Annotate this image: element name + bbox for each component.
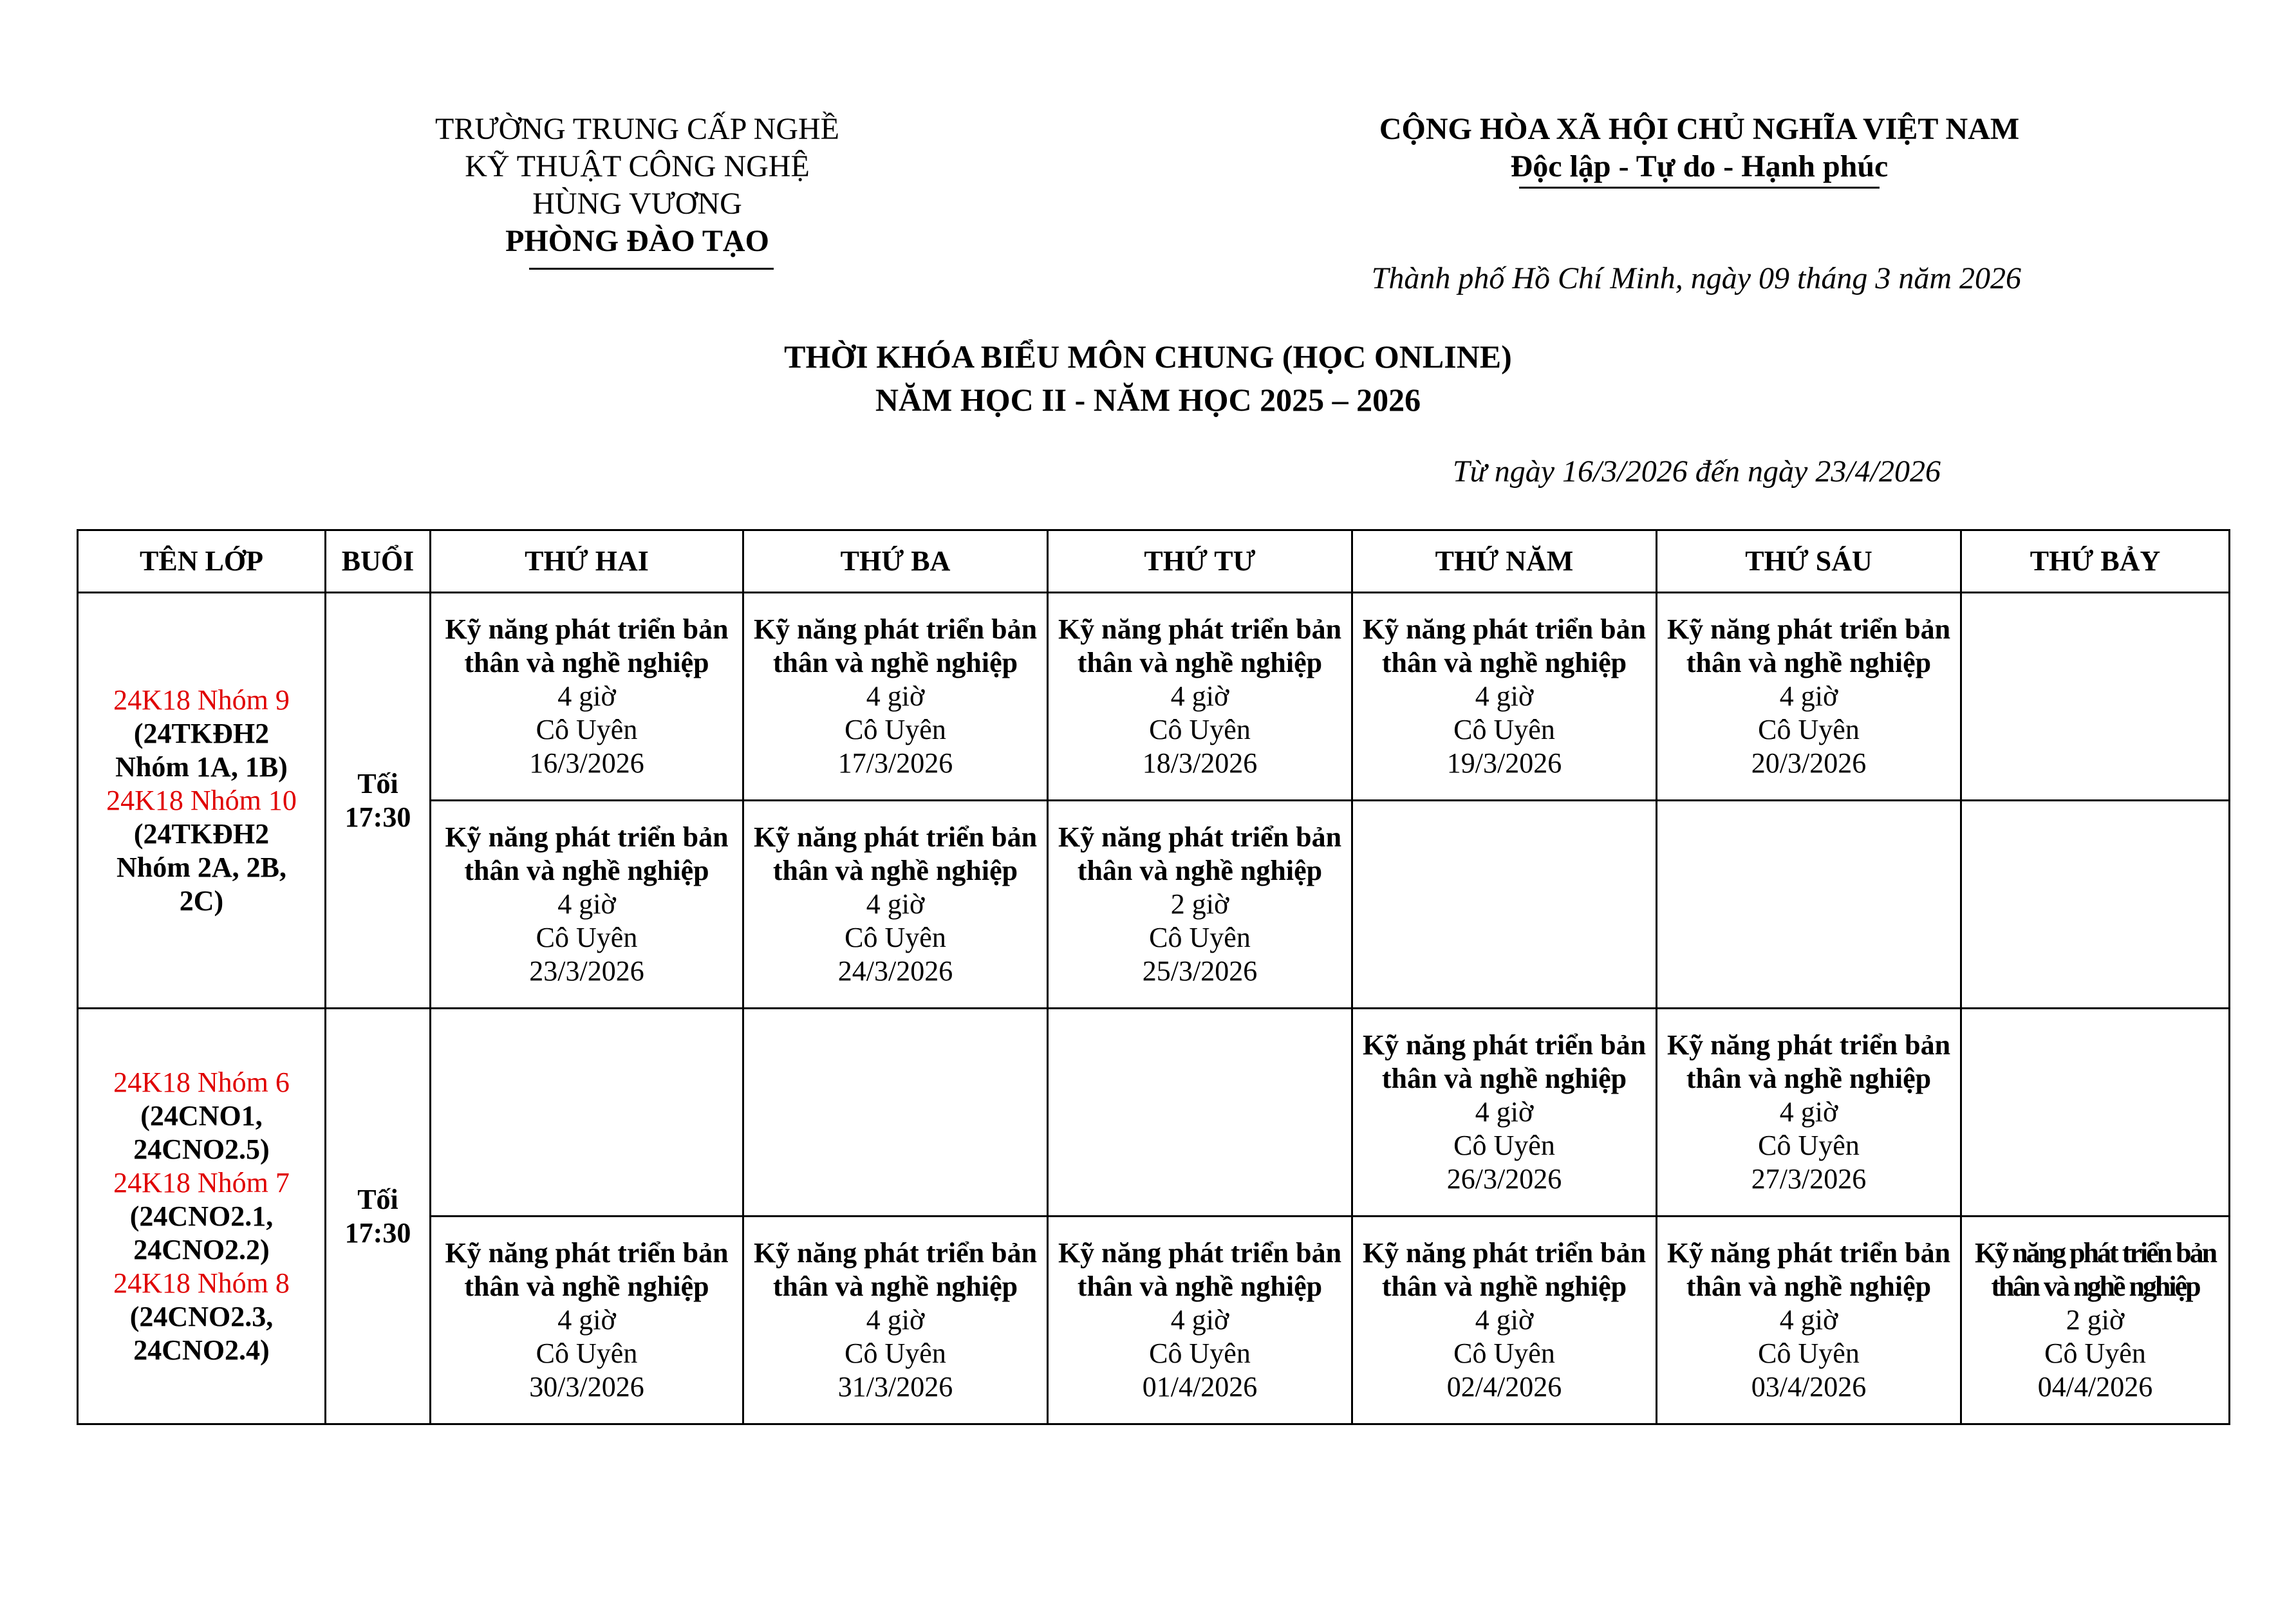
- lesson-hours: 4 giờ: [866, 1304, 925, 1336]
- class-name: 24K18 Nhóm 7: [113, 1166, 290, 1198]
- class-detail: (24TKĐH2: [133, 717, 270, 749]
- lesson-teacher: Cô Uyên: [1149, 922, 1251, 953]
- lesson-cell: [1961, 1217, 2230, 1424]
- lesson-hours: 4 giờ: [866, 888, 925, 920]
- lesson-date: 24/3/2026: [837, 955, 953, 987]
- lesson-teacher: Cô Uyên: [1149, 714, 1251, 745]
- subject-line: Kỹ năng phát triển bản: [445, 1237, 729, 1269]
- lesson-hours: 4 giờ: [1779, 680, 1838, 712]
- date-range: Từ ngày 16/3/2026 đến ngày 23/4/2026: [1452, 454, 1941, 489]
- lesson-teacher: Cô Uyên: [1758, 714, 1860, 745]
- subject-line: Kỹ năng phát triển bản: [1362, 613, 1647, 645]
- lesson-date: 25/3/2026: [1142, 955, 1258, 987]
- header-friday: THỨ SÁU: [1657, 530, 1961, 593]
- class-name: 24K18 Nhóm 10: [106, 784, 297, 816]
- header-monday: THỨ HAI: [431, 530, 743, 593]
- class-detail: (24TKĐH2: [133, 817, 270, 850]
- header-saturday: THỨ BẢY: [1961, 530, 2230, 593]
- lesson-hours: 4 giờ: [557, 680, 616, 712]
- lesson-teacher: Cô Uyên: [536, 1338, 638, 1369]
- class-detail: Nhóm 1A, 1B): [115, 751, 288, 783]
- lesson-date: 30/3/2026: [529, 1371, 644, 1403]
- lesson-teacher: Cô Uyên: [845, 1338, 946, 1369]
- lesson-date: 26/3/2026: [1446, 1163, 1562, 1195]
- lesson-teacher: Cô Uyên: [536, 922, 638, 953]
- lesson-cell: [1657, 1217, 1961, 1424]
- header-tuesday: THỨ BA: [743, 530, 1048, 593]
- empty-cell: [431, 1009, 743, 1217]
- lesson-hours: 4 giờ: [557, 888, 616, 920]
- lesson-date: 04/4/2026: [2037, 1371, 2153, 1403]
- subject-line: Kỹ năng phát triển bản: [1058, 613, 1342, 645]
- empty-cell: [1961, 593, 2230, 801]
- header-wednesday: THỨ TƯ: [1048, 530, 1352, 593]
- lesson-date: 17/3/2026: [837, 747, 953, 779]
- lesson-cell: [1048, 1217, 1352, 1424]
- subject-line: thân và nghề nghiệp: [464, 647, 709, 678]
- class-detail: 24CNO2.5): [133, 1133, 270, 1165]
- lesson-hours: 2 giờ: [1170, 888, 1229, 920]
- empty-cell: [1961, 801, 2230, 1009]
- lesson-date: 02/4/2026: [1446, 1371, 1562, 1403]
- subject-line: thân và nghề nghiệp: [1686, 1063, 1932, 1094]
- subject-line: Kỹ năng phát triển bản: [753, 821, 1038, 853]
- class-detail: (24CNO2.1,: [129, 1200, 274, 1232]
- department-name: PHÒNG ĐÀO TẠO: [505, 224, 769, 258]
- lesson-hours: 4 giờ: [1170, 1304, 1229, 1336]
- motto-underline: [1519, 187, 1880, 189]
- lesson-teacher: Cô Uyên: [1453, 1338, 1555, 1369]
- lesson-date: 03/4/2026: [1751, 1371, 1867, 1403]
- lesson-cell: [1048, 801, 1352, 1009]
- subject-line: thân và nghề nghiệp: [1381, 647, 1627, 678]
- class-detail: 24CNO2.4): [133, 1334, 270, 1366]
- lesson-cell: [1352, 1217, 1657, 1424]
- class-cell: [78, 593, 326, 1009]
- school-name-line3: HÙNG VƯƠNG: [532, 187, 742, 221]
- empty-cell: [743, 1009, 1048, 1217]
- lesson-hours: 4 giờ: [1779, 1096, 1838, 1128]
- lesson-cell: [1352, 1009, 1657, 1217]
- lesson-teacher: Cô Uyên: [1453, 1130, 1555, 1161]
- subject-line: thân và nghề nghiệp: [464, 1271, 709, 1302]
- lesson-hours: 4 giờ: [557, 1304, 616, 1336]
- department-underline: [529, 268, 774, 270]
- lesson-date: 31/3/2026: [837, 1371, 953, 1403]
- class-detail: (24CNO2.3,: [129, 1300, 274, 1332]
- school-name-line2: KỸ THUẬT CÔNG NGHỆ: [465, 149, 810, 183]
- lesson-hours: 4 giờ: [1779, 1304, 1838, 1336]
- subject-line: Kỹ năng phát triển bản: [1666, 1029, 1951, 1061]
- lesson-cell: [431, 1217, 743, 1424]
- subject-line: Kỹ năng phát triển bản: [1058, 1237, 1342, 1269]
- subject-line: thân và nghề nghiệp: [772, 647, 1018, 678]
- session-label: Tối: [357, 1183, 398, 1215]
- lesson-hours: 4 giờ: [1475, 680, 1534, 712]
- lesson-hours: 4 giờ: [1475, 1096, 1534, 1128]
- document-title: THỜI KHÓA BIỂU MÔN CHUNG (HỌC ONLINE): [784, 339, 1512, 375]
- subject-line: Kỹ năng phát triển bản: [753, 1237, 1038, 1269]
- subject-line: thân và nghề nghiệp: [1686, 647, 1932, 678]
- subject-line: Kỹ năng phát triển bản: [445, 613, 729, 645]
- empty-cell: [1961, 1009, 2230, 1217]
- subject-line: thân và nghề nghiệp: [1381, 1063, 1627, 1094]
- header-thursday: THỨ NĂM: [1352, 530, 1657, 593]
- lesson-cell: [1657, 1009, 1961, 1217]
- lesson-teacher: Cô Uyên: [1758, 1338, 1860, 1369]
- subject-line: Kỹ năng phát triển bản: [445, 821, 729, 853]
- table-row: [78, 1009, 2230, 1217]
- session-time: 17:30: [344, 1217, 411, 1249]
- subject-line: thân và nghề nghiệp: [464, 855, 709, 886]
- lesson-teacher: Cô Uyên: [536, 714, 638, 745]
- lesson-cell: [743, 593, 1048, 801]
- school-header: [360, 111, 914, 260]
- lesson-cell: [431, 593, 743, 801]
- subject-line: thân và nghề nghiệp: [1686, 1271, 1932, 1302]
- nation-name: CỘNG HÒA XÃ HỘI CHỦ NGHĨA VIỆT NAM: [1379, 112, 2020, 146]
- lesson-teacher: Cô Uyên: [845, 714, 946, 745]
- lesson-date: 23/3/2026: [529, 955, 644, 987]
- session-cell: [326, 593, 431, 1009]
- table-header-row: [78, 530, 2230, 593]
- place-date: Thành phố Hồ Chí Minh, ngày 09 tháng 3 năm 2026: [1371, 261, 2021, 295]
- lesson-date: 20/3/2026: [1751, 747, 1867, 779]
- subject-line: thân và nghề nghiệp: [1077, 1271, 1323, 1302]
- lesson-hours: 4 giờ: [866, 680, 925, 712]
- lesson-cell: [743, 1217, 1048, 1424]
- lesson-teacher: Cô Uyên: [845, 922, 946, 953]
- class-name: 24K18 Nhóm 8: [113, 1267, 290, 1299]
- lesson-date: 18/3/2026: [1142, 747, 1258, 779]
- empty-cell: [1657, 801, 1961, 1009]
- session-cell: [326, 1009, 431, 1424]
- school-name-line1: TRƯỜNG TRUNG CẤP NGHỀ: [435, 112, 839, 146]
- session-time: 17:30: [344, 801, 411, 833]
- nation-motto: Độc lập - Tự do - Hạnh phúc: [1510, 149, 1889, 183]
- lesson-cell: [743, 801, 1048, 1009]
- session-label: Tối: [357, 767, 398, 799]
- nation-header: [1274, 111, 2124, 185]
- subject-line: Kỹ năng phát triển bản: [1974, 1237, 2216, 1269]
- lesson-teacher: Cô Uyên: [1453, 714, 1555, 745]
- subject-line: Kỹ năng phát triển bản: [1362, 1029, 1647, 1061]
- document-subtitle: NĂM HỌC II - NĂM HỌC 2025 – 2026: [875, 382, 1421, 418]
- subject-line: Kỹ năng phát triển bản: [1666, 613, 1951, 645]
- header-class: TÊN LỚP: [78, 530, 326, 593]
- empty-cell: [1048, 1009, 1352, 1217]
- class-detail: 24CNO2.2): [133, 1233, 270, 1265]
- lesson-date: 19/3/2026: [1446, 747, 1562, 779]
- table-row: [78, 593, 2230, 801]
- lesson-teacher: Cô Uyên: [1758, 1130, 1860, 1161]
- class-cell: [78, 1009, 326, 1424]
- subject-line: Kỹ năng phát triển bản: [753, 613, 1038, 645]
- lesson-hours: 4 giờ: [1170, 680, 1229, 712]
- subject-line: thân và nghề nghiệp: [1077, 647, 1323, 678]
- class-detail: (24CNO1,: [140, 1099, 263, 1132]
- lesson-teacher: Cô Uyên: [1149, 1338, 1251, 1369]
- empty-cell: [1352, 801, 1657, 1009]
- timetable: [77, 529, 2230, 1425]
- lesson-date: 16/3/2026: [529, 747, 644, 779]
- lesson-date: 27/3/2026: [1751, 1163, 1867, 1195]
- subject-line: thân và nghề nghiệp: [1991, 1271, 2199, 1302]
- lesson-cell: [1048, 593, 1352, 801]
- class-name: 24K18 Nhóm 9: [113, 684, 290, 716]
- class-detail: Nhóm 2A, 2B,: [116, 851, 287, 883]
- subject-line: Kỹ năng phát triển bản: [1362, 1237, 1647, 1269]
- subject-line: thân và nghề nghiệp: [772, 1271, 1018, 1302]
- header-session: BUỔI: [326, 530, 431, 593]
- lesson-cell: [1657, 593, 1961, 801]
- lesson-date: 01/4/2026: [1142, 1371, 1258, 1403]
- subject-line: Kỹ năng phát triển bản: [1666, 1237, 1951, 1269]
- subject-line: Kỹ năng phát triển bản: [1058, 821, 1342, 853]
- subject-line: thân và nghề nghiệp: [1381, 1271, 1627, 1302]
- lesson-hours: 4 giờ: [1475, 1304, 1534, 1336]
- class-detail: 2C): [179, 884, 224, 917]
- lesson-cell: [431, 801, 743, 1009]
- lesson-teacher: Cô Uyên: [2044, 1338, 2146, 1369]
- lesson-cell: [1352, 593, 1657, 801]
- class-name: 24K18 Nhóm 6: [113, 1066, 290, 1098]
- subject-line: thân và nghề nghiệp: [772, 855, 1018, 886]
- lesson-hours: 2 giờ: [2066, 1304, 2125, 1336]
- subject-line: thân và nghề nghiệp: [1077, 855, 1323, 886]
